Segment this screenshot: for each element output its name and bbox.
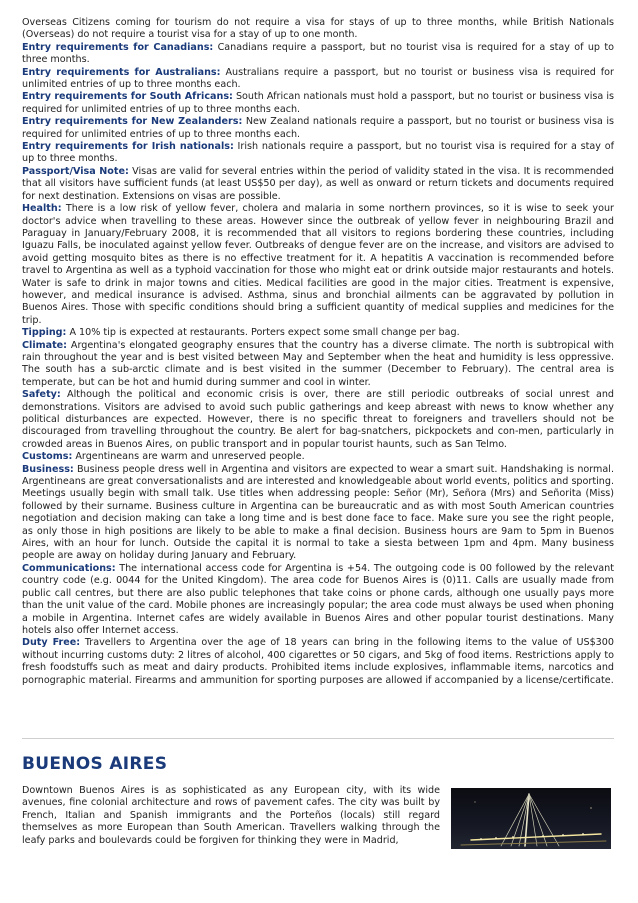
paragraph-australians xyxy=(22,67,614,92)
paragraph-label: Duty Free: xyxy=(22,637,81,649)
paragraph-text: South African nationals must hold a passport, but no tourist or business visa is required for unlimited entries of up to three months each. xyxy=(22,91,614,115)
paragraph-text: Irish nationals require a passport, but no tourist visa is required for a stay of up to three months. xyxy=(22,141,614,165)
night-bridge-photo xyxy=(451,788,611,849)
paragraph-overseas xyxy=(22,17,614,42)
paragraph-label: Tipping: xyxy=(22,327,67,339)
paragraph-tipping xyxy=(22,327,614,339)
paragraph-climate xyxy=(22,340,614,390)
paragraph-text: Argentina's elongated geography ensures that the country has a diverse climate. The north is subtropical with rain throughout the year and is best visited between May and September when the heat and humidity is less oppressive. The south has a sub-arctic climate and is best visited in the summer (December to February). The central area is temperate, but can be hot and humid during summer and cool in winter. xyxy=(22,339,614,388)
paragraph-communications xyxy=(22,563,614,637)
paragraph-label: Entry requirements for South Africans: xyxy=(22,91,233,103)
paragraph-visa-note xyxy=(22,166,614,203)
paragraph-south-africans xyxy=(22,91,614,116)
paragraph-duty-free xyxy=(22,637,614,687)
paragraph-label: Customs: xyxy=(22,451,73,463)
paragraph-canadians xyxy=(22,42,614,67)
paragraph-business xyxy=(22,464,614,563)
section-title: BUENOS AIRES xyxy=(22,754,168,774)
section-divider xyxy=(22,738,614,739)
paragraph-label: Entry requirements for New Zealanders: xyxy=(22,116,243,128)
paragraph-text: Canadians require a passport, but no tourist visa is required for a stay of up to three months. xyxy=(22,41,614,66)
paragraph-label: Passport/Visa Note: xyxy=(22,165,129,177)
travel-info-text xyxy=(22,17,614,687)
paragraph-irish xyxy=(22,141,614,166)
paragraph-label: Entry requirements for Australians: xyxy=(22,66,221,78)
bridge-lights-icon xyxy=(451,788,611,849)
paragraph-text: Although the political and economic crisis is over, there are still periodic outbreaks of social unrest and demonstrations. Visitors are advised to avoid such public gatherings and keep abreast with news to know whether any political disturbances are expected. However, there is no specific threat to foreigners and travellers should not be discouraged from travelling throughout the country. Be alert for bag-snatchers, pickpockets and con-men, particularly in crowded areas in Buenos Aires, on public transport and in popular tourist haunts, such as San Telmo. xyxy=(22,389,614,450)
paragraph-text: Travellers to Argentina over the age of 18 years can bring in the following items to the value of US$300 without incurring customs duty: 2 litres of alcohol, 400 cigarettes or 50 cigars, and 5kg of food items. Restrictions apply to fresh foodstuffs such as meat and dairy products. Prohibited items include explosives, inflammable items, narcotics and pornographic material. Firearms and ammunition for sporting purposes are allowed if accompanied by a license/certificate. xyxy=(22,637,614,686)
paragraph-text: There is a low risk of yellow fever, cholera and malaria in some northern provinces, so it is wise to seek your doctor's advice when travelling to these areas. However since the outbreak of yellow fever in neighbouring Brazil and Paraguay in January/February 2008, it is recommended that all visitors to regions bordering these countries, including Iguazu Falls, be inoculated against yellow fever. Outbreaks of dengue fever are on the increase, and visitors are advised to avoid getting mosquito bites as there is no effective treatment for it. A hepatitis A vaccination is recommended before travel to Argentina as well as a typhoid vaccination for those who might eat or drink outside major restaurants and hotels. Water is safe to drink in major towns and cities. Medical facilities are good in the major cities. Treatment is expensive, however, and medical insurance is advised. Asthma, sinus and bronchial ailments can be aggravated by pollution in Buenos Aires. Those with specific conditions should bring a sufficient quantity of medical supplies and medicines for the trip. xyxy=(22,203,614,326)
paragraph-label: Entry requirements for Irish nationals: xyxy=(22,141,234,153)
paragraph-new-zealanders xyxy=(22,116,614,141)
paragraph-text: A 10% tip is expected at restaurants. Porters expect some small change per bag. xyxy=(66,327,460,339)
paragraph-text: Argentineans are warm and unreserved people. xyxy=(72,451,305,463)
paragraph-health xyxy=(22,203,614,327)
paragraph-label: Health: xyxy=(22,203,62,215)
paragraph-label: Business: xyxy=(22,463,74,475)
paragraph-label: Climate: xyxy=(22,339,68,351)
paragraph-text: Overseas Citizens coming for tourism do not require a visa for stays of up to three months, while British Nationals (Overseas) do not require a tourist visa for a stay of up to one month. xyxy=(22,17,614,41)
paragraph-customs xyxy=(22,451,614,463)
paragraph-label: Entry requirements for Canadians: xyxy=(22,41,214,53)
paragraph-text: The international access code for Argentina is +54. The outgoing code is 00 followed by the relevant country code (e.g. 0044 for the United Kingdom). The area code for Buenos Aires is (0)11. Calls are usually made from public call centres, but there are also public telephones that take coins or phone cards, although one usually pays more than the unit value of the card. Mobile phones are increasingly popular; the area code must always be used when phoning a mobile in Argentina. Internet cafes are widely available in Buenos Aires and other popular tourist destinations. Many hotels also offer Internet access. xyxy=(22,562,614,636)
paragraph-label: Safety: xyxy=(22,389,61,401)
paragraph-label: Communications: xyxy=(22,562,116,574)
paragraph-text: Visas are valid for several entries within the period of validity stated in the visa. It is recommended that all visitors have sufficient funds (at least US$50 per day), as well as onward or return tickets and documents required for next destination. Extensions on visas are possible. xyxy=(22,165,614,202)
paragraph-safety xyxy=(22,389,614,451)
paragraph-text: Australians require a passport, but no tourist or business visa is required for unlimited entries of up to three months each. xyxy=(22,66,614,91)
section-body: Downtown Buenos Aires is as sophisticated as any European city, with its wide avenues, fine colonial architecture and rows of pavement cafes. The city was built by French, Italian and Spanish immigrants and the Porteños (locals) still regard themselves as more European than South American. Travellers walking through the leafy parks and boulevards could be forgiven for thinking they were in Madrid, xyxy=(22,785,440,846)
paragraph-text: New Zealand nationals require a passport, but no tourist or business visa is required for unlimited entries of up to three months each. xyxy=(22,116,615,140)
paragraph-text: Business people dress well in Argentina and visitors are expected to wear a smart suit. Handshaking is normal. Argentineans are great conversationalists and are interested and knowledgeable about world events, politics and sporting. Meetings usually begin with small talk. Use titles when addressing people: Señor (Mr), Señora (Mrs) and Señorita (Miss) followed by their surname. Business culture in Argentina can be bureaucratic and as with most South American countries negotiation and decision making can take a long time and is best done face to face. Make sure you see the right people, as only those in high positions are likely to be able to make a final decision. Business hours are 9am to 5pm in Buenos Aires, with an hour for lunch. Outside the capital it is normal to take a siesta between 1pm and 4pm. Many business people are away on holiday during January and February. xyxy=(22,463,614,562)
